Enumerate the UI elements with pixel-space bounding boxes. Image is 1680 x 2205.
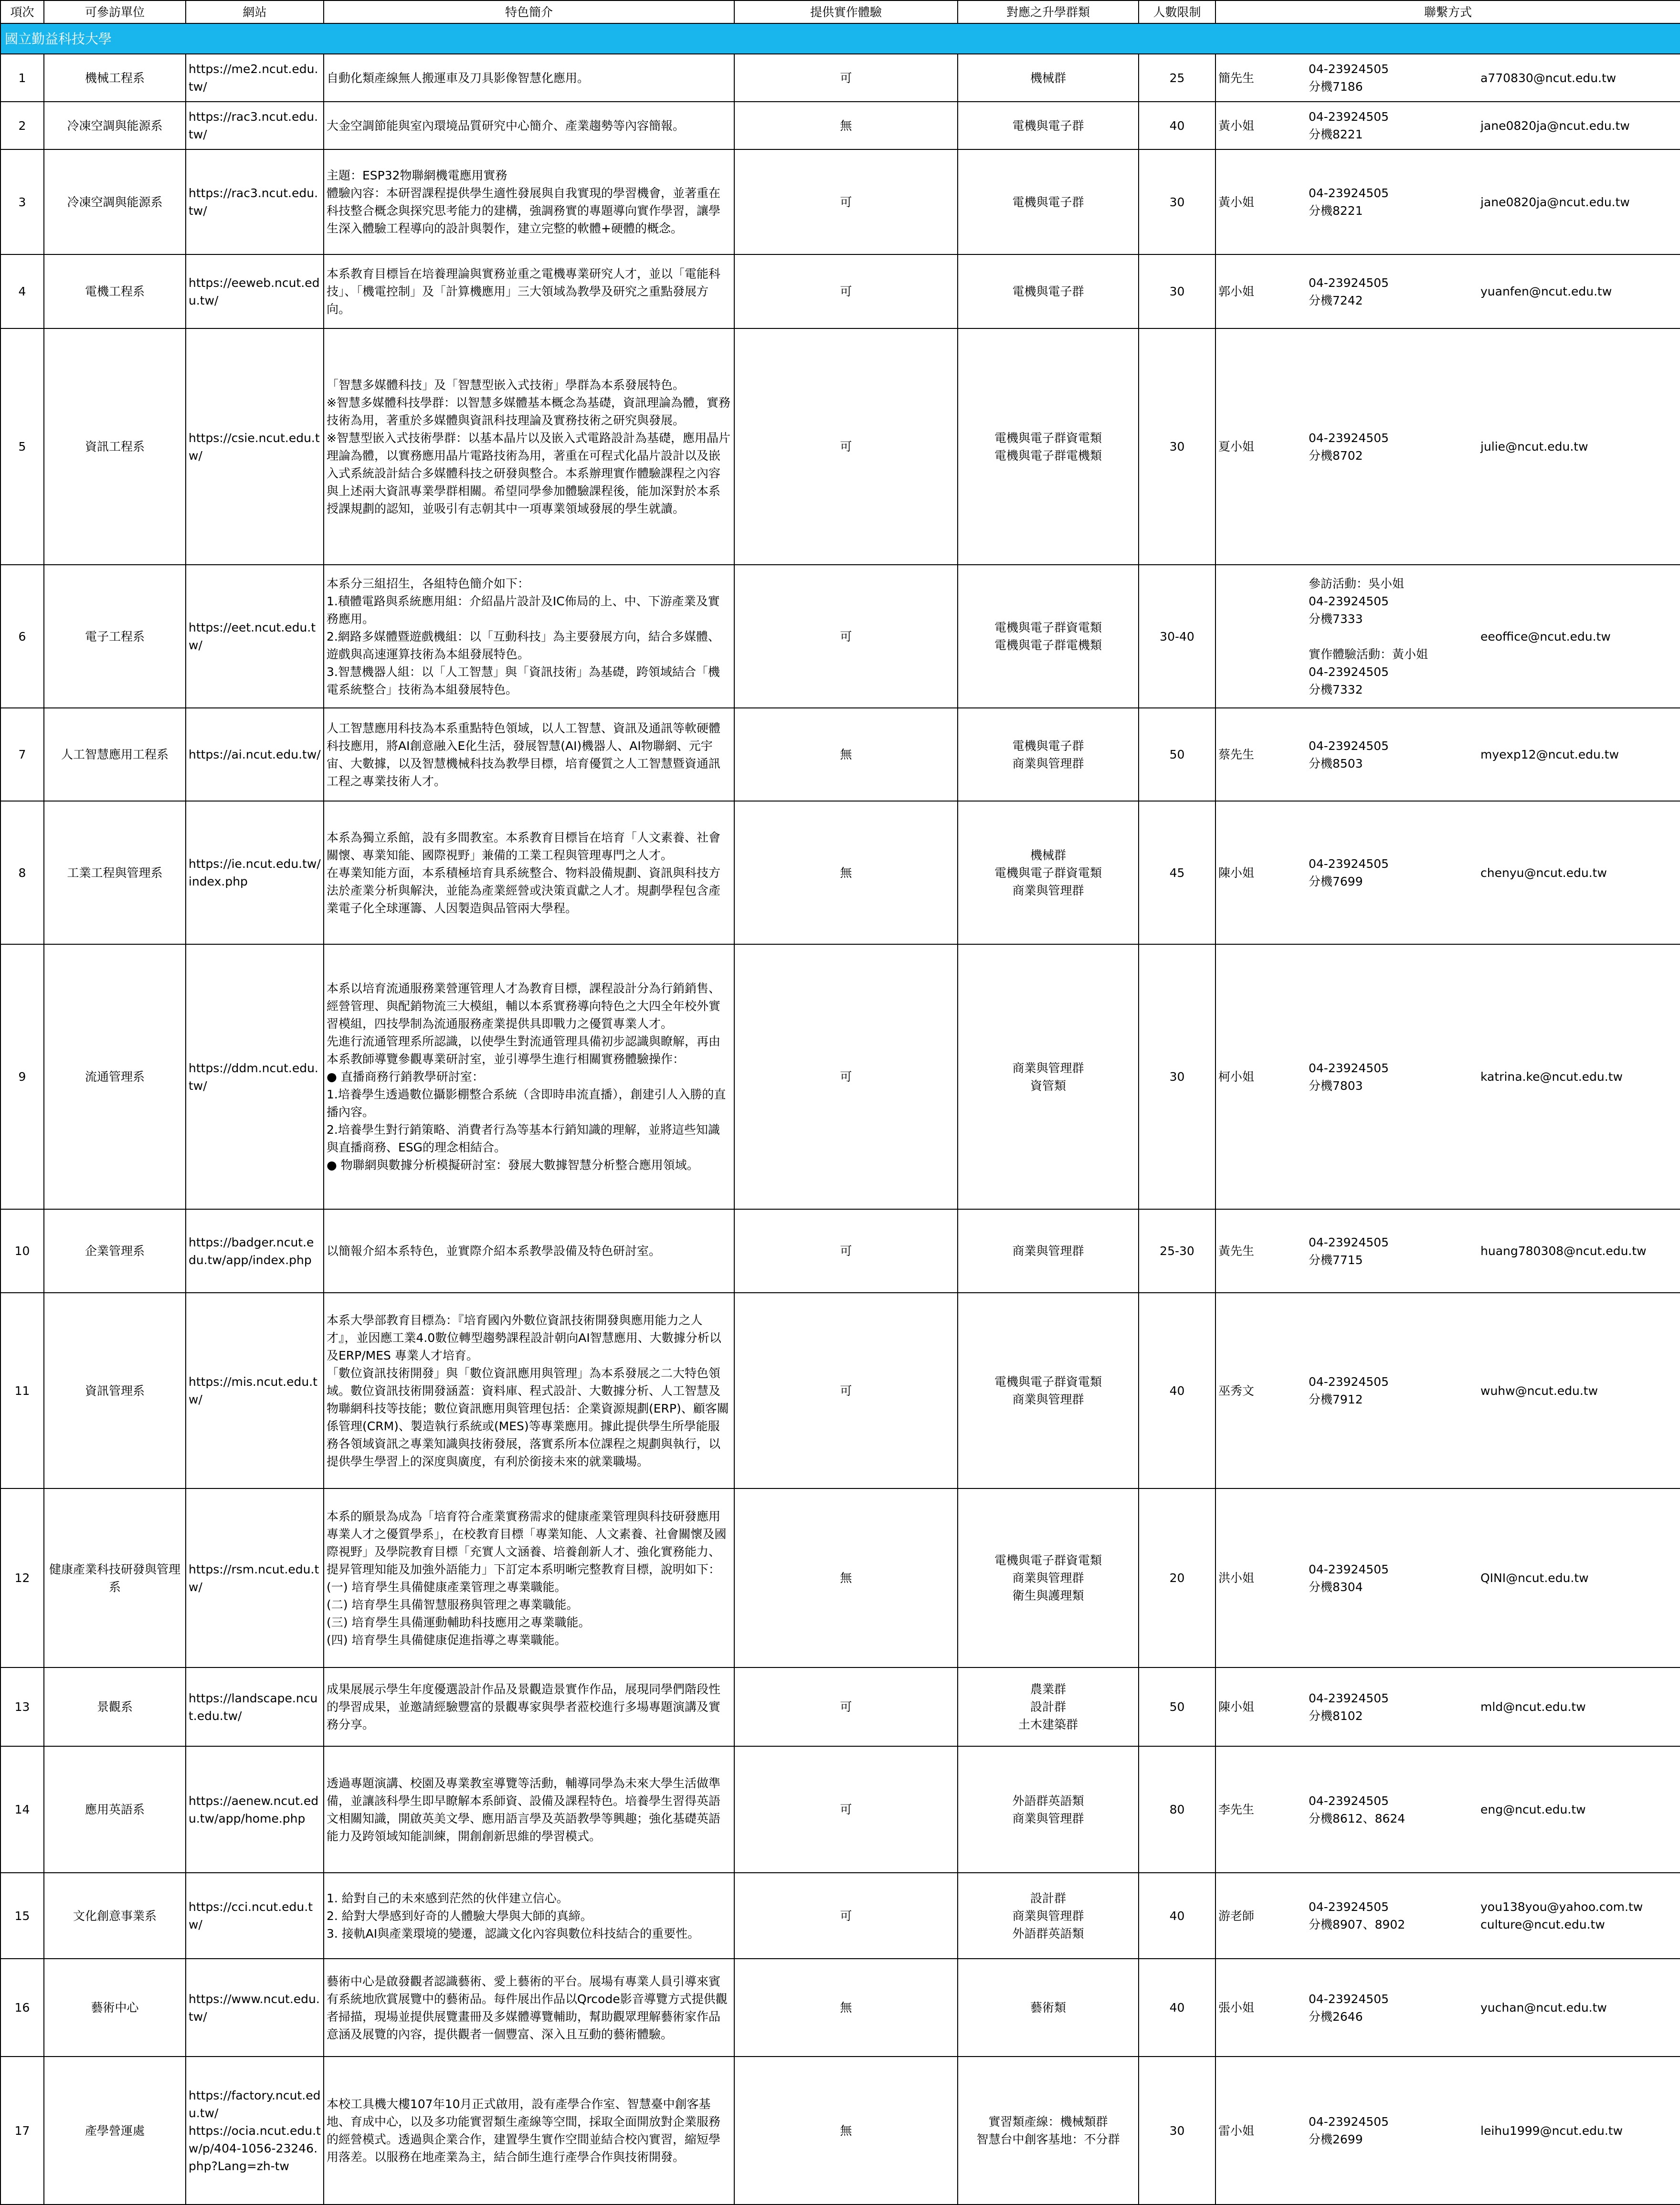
table-row <box>0 2057 1680 2205</box>
row-website[interactable]: https://www.ncut.edu.tw/ <box>186 1959 324 2057</box>
table-row <box>0 1959 1680 2057</box>
row-intro: 大金空調節能與室內環境品質研究中心簡介、產業趨勢等內容簡報。 <box>324 102 734 149</box>
row-intro: 1. 給對自己的未來感到茫然的伙伴建立信心。 2. 給對大學感到好奇的人體驗大學與大師的真締。 3. 接軌AI與產業環境的變遷，認識文化內容與數位科技結合的重要性。 <box>324 1873 734 1959</box>
row-intro: 以簡報介紹本系特色，並實際介紹本系教學設備及特色研討室。 <box>324 1209 734 1293</box>
row-practice: 無 <box>734 1959 958 2057</box>
row-contact-phone: 04-23924505 分機8221 <box>1306 102 1478 149</box>
row-website[interactable]: https://cci.ncut.edu.tw/ <box>186 1873 324 1959</box>
row-intro: 本系分三組招生，各組特色簡介如下： 1.積體電路與系統應用組：介紹晶片設計及IC佈局的上、中、下游產業及實務應用。 2.網路多媒體暨遊戲機組：以「互動科技」為主要發展方向，結合多媒體、遊戲與高速運算技術為本組發展特色。 3.智慧機器人組：以「人工智慧」與「資訊技術」為基礎，跨領域結合「機電系統整合」技術為本組發展特色。 <box>324 565 734 708</box>
row-groups: 電機與電子群資電類 電機與電子群電機類 <box>958 328 1139 565</box>
row-groups: 藝術類 <box>958 1959 1139 2057</box>
row-limit: 40 <box>1139 1959 1215 2057</box>
row-website[interactable]: https://csie.ncut.edu.tw/ <box>186 328 324 565</box>
row-website[interactable]: https://badger.ncut.edu.tw/app/index.php <box>186 1209 324 1293</box>
table-body <box>0 23 1680 2205</box>
row-website[interactable]: https://ie.ncut.edu.tw/index.php <box>186 801 324 944</box>
row-limit: 40 <box>1139 1293 1215 1488</box>
row-contact-name: 張小姐 <box>1215 1959 1306 2057</box>
row-contact-phone: 04-23924505 分機8612、8624 <box>1306 1746 1478 1873</box>
row-number: 9 <box>0 944 44 1209</box>
row-unit: 文化創意事業系 <box>44 1873 186 1959</box>
header-limit: 人數限制 <box>1139 0 1215 23</box>
row-contact-name: 洪小姐 <box>1215 1488 1306 1667</box>
row-unit: 資訊管理系 <box>44 1293 186 1488</box>
row-groups: 外語群英語類 商業與管理群 <box>958 1746 1139 1873</box>
row-intro: 透過專題演講、校園及專業教室導覽等活動，輔導同學為未來大學生活做準備，並讓該科學生即早瞭解本系師資、設備及課程特色。培養學生習得英語文相關知識，開啟英美文學、應用語言學及英語教學等興趣；強化基礎英語能力及跨領域知能訓練，開創創新思維的學習模式。 <box>324 1746 734 1873</box>
row-unit: 冷凍空調與能源系 <box>44 102 186 149</box>
row-contact-email[interactable]: katrina.ke@ncut.edu.tw <box>1478 944 1680 1209</box>
row-contact-name: 夏小姐 <box>1215 328 1306 565</box>
row-practice: 可 <box>734 1209 958 1293</box>
row-practice: 無 <box>734 2057 958 2205</box>
row-practice: 無 <box>734 102 958 149</box>
row-contact-phone: 04-23924505 分機8304 <box>1306 1488 1478 1667</box>
row-website[interactable]: https://eeweb.ncut.edu.tw/ <box>186 254 324 328</box>
row-number: 1 <box>0 54 44 102</box>
row-unit: 電機工程系 <box>44 254 186 328</box>
row-limit: 30-40 <box>1139 565 1215 708</box>
row-practice: 可 <box>734 254 958 328</box>
row-contact-phone: 04-23924505 分機7912 <box>1306 1293 1478 1488</box>
row-contact-name: 黃小姐 <box>1215 149 1306 254</box>
row-intro: 藝術中心是啟發觀者認識藝術、愛上藝術的平台。展場有專業人員引導來賓有系統地欣賞展覽中的藝術品。每件展出作品以Qrcode影音導覽方式提供觀者掃描，現場並提供展覽畫冊及多媒體導覽輔助，幫助觀眾理解藝術家作品意涵及展覽的內容，提供觀者一個豐富、深入且互動的藝術體驗。 <box>324 1959 734 2057</box>
row-contact-email[interactable]: yuchan@ncut.edu.tw <box>1478 1959 1680 2057</box>
row-practice: 無 <box>734 708 958 801</box>
header-row <box>0 0 1680 23</box>
row-unit: 工業工程與管理系 <box>44 801 186 944</box>
row-contact-name: 黃先生 <box>1215 1209 1306 1293</box>
row-limit: 80 <box>1139 1746 1215 1873</box>
row-intro: 自動化類產線無人搬運車及刀具影像智慧化應用。 <box>324 54 734 102</box>
row-groups: 電機與電子群 <box>958 254 1139 328</box>
row-unit: 企業管理系 <box>44 1209 186 1293</box>
table-row <box>0 708 1680 801</box>
school-row <box>0 23 1680 54</box>
row-contact-email[interactable]: leihu1999@ncut.edu.tw <box>1478 2057 1680 2205</box>
row-limit: 30 <box>1139 944 1215 1209</box>
row-contact-name: 蔡先生 <box>1215 708 1306 801</box>
row-contact-email[interactable]: mld@ncut.edu.tw <box>1478 1667 1680 1746</box>
row-contact-email[interactable]: you138you@yahoo.com.tw culture@ncut.edu.tw <box>1478 1873 1680 1959</box>
row-contact-email[interactable]: yuanfen@ncut.edu.tw <box>1478 254 1680 328</box>
row-limit: 50 <box>1139 708 1215 801</box>
row-groups: 商業與管理群 <box>958 1209 1139 1293</box>
row-contact-name: 柯小姐 <box>1215 944 1306 1209</box>
row-intro: 成果展展示學生年度優選設計作品及景觀造景實作作品，展現同學們階段性的學習成果，並邀請經驗豐富的景觀專家與學者蒞校進行多場專題演講及實務分享。 <box>324 1667 734 1746</box>
row-limit: 25 <box>1139 54 1215 102</box>
row-contact-phone: 參訪活動：吳小姐 04-23924505 分機7333 實作體驗活動：黃小姐 04-23924505 分機7332 <box>1306 565 1478 708</box>
header-intro: 特色簡介 <box>324 0 734 23</box>
table-row <box>0 1293 1680 1488</box>
row-limit: 30 <box>1139 149 1215 254</box>
row-number: 6 <box>0 565 44 708</box>
header-groups: 對應之升學群類 <box>958 0 1139 23</box>
header-contact: 聯繫方式 <box>1215 0 1680 23</box>
row-contact-name: 雷小姐 <box>1215 2057 1306 2205</box>
row-number: 17 <box>0 2057 44 2205</box>
row-unit: 景觀系 <box>44 1667 186 1746</box>
table-row <box>0 801 1680 944</box>
row-groups: 電機與電子群資電類 商業與管理群 <box>958 1293 1139 1488</box>
row-unit: 人工智慧應用工程系 <box>44 708 186 801</box>
row-contact-email[interactable]: jane0820ja@ncut.edu.tw <box>1478 102 1680 149</box>
row-website[interactable]: https://ai.ncut.edu.tw/ <box>186 708 324 801</box>
table-row <box>0 328 1680 565</box>
row-practice: 無 <box>734 801 958 944</box>
row-number: 11 <box>0 1293 44 1488</box>
row-unit: 冷凍空調與能源系 <box>44 149 186 254</box>
row-number: 8 <box>0 801 44 944</box>
table-row <box>0 565 1680 708</box>
row-number: 7 <box>0 708 44 801</box>
row-website[interactable]: https://factory.ncut.edu.tw/ https://ocia.ncut.edu.tw/p/404-1056-23246.php?Lang=zh-tw <box>186 2057 324 2205</box>
row-unit: 機械工程系 <box>44 54 186 102</box>
row-number: 12 <box>0 1488 44 1667</box>
row-limit: 50 <box>1139 1667 1215 1746</box>
row-contact-name: 陳小姐 <box>1215 1667 1306 1746</box>
row-groups: 電機與電子群 <box>958 149 1139 254</box>
row-groups: 實習類產線：機械類群 智慧台中創客基地：不分群 <box>958 2057 1139 2205</box>
row-contact-email[interactable]: eeoffice@ncut.edu.tw <box>1478 565 1680 708</box>
row-groups: 電機與電子群資電類 電機與電子群電機類 <box>958 565 1139 708</box>
school-name: 國立勤益科技大學 <box>0 23 1680 54</box>
row-contact-phone: 04-23924505 分機8221 <box>1306 149 1478 254</box>
row-contact-email[interactable]: huang780308@ncut.edu.tw <box>1478 1209 1680 1293</box>
row-contact-phone: 04-23924505 分機8702 <box>1306 328 1478 565</box>
row-intro: 本系的願景為成為「培育符合產業實務需求的健康產業管理與科技研發應用專業人才之優質學系」，在校教育目標「專業知能、人文素養、社會關懷及國際視野」及學院教育目標「充實人文涵養、培養創新人才、強化實務能力、提昇管理知能及加強外語能力」下訂定本系明晰完整教育目標，說明如下： (一) 培育學生具備健康產業管理之專業職能。 (二) 培育學生具備智慧服務與管理之專業職能。 (三) 培育學生具備運動輔助科技應用之專業職能。 (四) 培育學生具備健康促進指導之專業職能。 <box>324 1488 734 1667</box>
table-row <box>0 149 1680 254</box>
row-practice: 可 <box>734 54 958 102</box>
row-website[interactable]: https://mis.ncut.edu.tw/ <box>186 1293 324 1488</box>
row-contact-phone: 04-23924505 分機2699 <box>1306 2057 1478 2205</box>
row-limit: 30 <box>1139 328 1215 565</box>
row-contact-name: 巫秀文 <box>1215 1293 1306 1488</box>
row-unit: 資訊工程系 <box>44 328 186 565</box>
row-limit: 20 <box>1139 1488 1215 1667</box>
row-limit: 40 <box>1139 1873 1215 1959</box>
row-contact-phone: 04-23924505 分機7803 <box>1306 944 1478 1209</box>
row-groups: 機械群 <box>958 54 1139 102</box>
row-website[interactable]: https://me2.ncut.edu.tw/ <box>186 54 324 102</box>
row-contact-name: 李先生 <box>1215 1746 1306 1873</box>
row-website[interactable]: https://rac3.ncut.edu.tw/ <box>186 149 324 254</box>
header-no: 項次 <box>0 0 44 23</box>
table-row <box>0 1488 1680 1667</box>
row-contact-email[interactable]: eng@ncut.edu.tw <box>1478 1746 1680 1873</box>
row-practice: 無 <box>734 1488 958 1667</box>
row-limit: 45 <box>1139 801 1215 944</box>
row-number: 13 <box>0 1667 44 1746</box>
row-contact-phone: 04-23924505 分機8907、8902 <box>1306 1873 1478 1959</box>
row-limit: 30 <box>1139 2057 1215 2205</box>
row-number: 16 <box>0 1959 44 2057</box>
row-contact-phone: 04-23924505 分機7699 <box>1306 801 1478 944</box>
row-unit: 應用英語系 <box>44 1746 186 1873</box>
row-intro: 「智慧多媒體科技」及「智慧型嵌入式技術」學群為本系發展特色。 ※智慧多媒體科技學群：以智慧多媒體基本概念為基礎，資訊理論為體，實務技術為用，著重於多媒體與資訊科技理論及實務技術之研究與發展。 ※智慧型嵌入式技術學群：以基本晶片以及嵌入式電路設計為基礎，應用晶片理論為體，以實務應用晶片電路技術為用，著重在可程式化晶片設計以及嵌入式系統設計結合多媒體科技之研發與整合。本系辦理實作體驗課程之內容與上述兩大資訊專業學群相關。希望同學參加體驗課程後，能加深對於本系授課規劃的認知，並吸引有志朝其中一項專業領域發展的學生就讀。 <box>324 328 734 565</box>
row-contact-email[interactable]: chenyu@ncut.edu.tw <box>1478 801 1680 944</box>
row-intro: 本系為獨立系館，設有多間教室。本系教育目標旨在培育「人文素養、社會關懷、專業知能、國際視野」兼備的工業工程與管理專門之人才。 在專業知能方面，本系積極培育具系統整合、物料設備規劃、資訊與科技方法於產業分析與解決，並能為產業經營或決策貢獻之人才。規劃學程包含產業電子化全球運籌、人因製造與品管兩大學程。 <box>324 801 734 944</box>
row-website[interactable]: https://eet.ncut.edu.tw/ <box>186 565 324 708</box>
row-practice: 可 <box>734 565 958 708</box>
table-row <box>0 1209 1680 1293</box>
row-intro: 本系以培育流通服務業營運管理人才為教育目標，課程設計分為行銷銷售、經營管理、與配銷物流三大模組，輔以本系實務導向特色之大四全年校外實習模組，四技學制為流通服務產業提供具即戰力之優質專業人才。 先進行流通管理系所認識，以使學生對流通管理具備初步認識與瞭解，再由本系教師導覽參觀專業研討室，並引導學生進行相關實務體驗操作： ● 直播商務行銷教學研討室： 1.培養學生透過數位攝影棚整合系統（含即時串流直播），創建引人入勝的直播內容。 2.培養學生對行銷策略、消費者行為等基本行銷知識的理解，並將這些知識與直播商務、ESG的理念相結合。 ● 物聯網與數據分析模擬研討室：發展大數據智慧分析整合應用領域。 <box>324 944 734 1209</box>
row-number: 10 <box>0 1209 44 1293</box>
table-row <box>0 1746 1680 1873</box>
row-groups: 機械群 電機與電子群資電類 商業與管理群 <box>958 801 1139 944</box>
row-contact-email[interactable]: myexp12@ncut.edu.tw <box>1478 708 1680 801</box>
row-contact-phone: 04-23924505 分機8503 <box>1306 708 1478 801</box>
row-practice: 可 <box>734 328 958 565</box>
header-unit: 可參訪單位 <box>44 0 186 23</box>
row-contact-email[interactable]: QINI@ncut.edu.tw <box>1478 1488 1680 1667</box>
row-contact-phone: 04-23924505 分機7186 <box>1306 54 1478 102</box>
row-practice: 可 <box>734 149 958 254</box>
table-row <box>0 102 1680 149</box>
row-contact-name: 簡先生 <box>1215 54 1306 102</box>
header-practice: 提供實作體驗 <box>734 0 958 23</box>
row-limit: 40 <box>1139 102 1215 149</box>
row-contact-email[interactable]: wuhw@ncut.edu.tw <box>1478 1293 1680 1488</box>
table-row <box>0 254 1680 328</box>
row-practice: 可 <box>734 1746 958 1873</box>
row-unit: 健康產業科技研發與管理系 <box>44 1488 186 1667</box>
row-contact-phone: 04-23924505 分機2646 <box>1306 1959 1478 2057</box>
row-contact-phone: 04-23924505 分機7715 <box>1306 1209 1478 1293</box>
row-contact-email[interactable]: jane0820ja@ncut.edu.tw <box>1478 149 1680 254</box>
row-practice: 可 <box>734 1667 958 1746</box>
row-contact-name: 郭小姐 <box>1215 254 1306 328</box>
table-row <box>0 944 1680 1209</box>
row-unit: 藝術中心 <box>44 1959 186 2057</box>
row-contact-name <box>1215 565 1306 708</box>
row-website[interactable]: https://rsm.ncut.edu.tw/ <box>186 1488 324 1667</box>
row-intro: 人工智慧應用科技為本系重點特色領域，以人工智慧、資訊及通訊等軟硬體科技應用，將AI創意融入E化生活，發展智慧(AI)機器人、AI物聯網、元宇宙、大數據，以及智慧機械科技為教學目標，培育優質之人工智慧暨資通訊工程之專業技術人才。 <box>324 708 734 801</box>
row-contact-email[interactable]: julie@ncut.edu.tw <box>1478 328 1680 565</box>
row-unit: 產學營運處 <box>44 2057 186 2205</box>
row-website[interactable]: https://ddm.ncut.edu.tw/ <box>186 944 324 1209</box>
header-website: 網站 <box>186 0 324 23</box>
row-number: 5 <box>0 328 44 565</box>
row-intro: 本校工具機大樓107年10月正式啟用，設有產學合作室、智慧臺中創客基地、育成中心，以及多功能實習類生產線等空間，採取全面開放對企業服務的經營模式。透過與企業合作，建置學生實作空間並結合校內實習，縮短學用落差。以服務在地產業為主，結合師生進行產學合作與技術開發。 <box>324 2057 734 2205</box>
row-limit: 25-30 <box>1139 1209 1215 1293</box>
row-number: 14 <box>0 1746 44 1873</box>
row-groups: 電機與電子群 <box>958 102 1139 149</box>
row-contact-name: 黃小姐 <box>1215 102 1306 149</box>
row-practice: 可 <box>734 1873 958 1959</box>
row-contact-name: 游老師 <box>1215 1873 1306 1959</box>
row-website[interactable]: https://landscape.ncut.edu.tw/ <box>186 1667 324 1746</box>
row-groups: 農業群 設計群 土木建築群 <box>958 1667 1139 1746</box>
table-row <box>0 54 1680 102</box>
row-unit: 電子工程系 <box>44 565 186 708</box>
row-intro: 主題：ESP32物聯網機電應用實務 體驗內容：本研習課程提供學生適性發展與自我實現的學習機會，並著重在科技整合概念與探究思考能力的建構，強調務實的專題導向實作學習，讓學生深入體驗工程導向的設計與製作，建立完整的軟體+硬體的概念。 <box>324 149 734 254</box>
row-number: 3 <box>0 149 44 254</box>
row-groups: 電機與電子群 商業與管理群 <box>958 708 1139 801</box>
row-intro: 本系教育目標旨在培養理論與實務並重之電機專業研究人才，並以「電能科技」、「機電控制」及「計算機應用」三大領域為教學及研究之重點發展方向。 <box>324 254 734 328</box>
row-website[interactable]: https://rac3.ncut.edu.tw/ <box>186 102 324 149</box>
table-row <box>0 1873 1680 1959</box>
row-website[interactable]: https://aenew.ncut.edu.tw/app/home.php <box>186 1746 324 1873</box>
table-row <box>0 1667 1680 1746</box>
row-number: 4 <box>0 254 44 328</box>
row-contact-email[interactable]: a770830@ncut.edu.tw <box>1478 54 1680 102</box>
row-number: 2 <box>0 102 44 149</box>
row-contact-phone: 04-23924505 分機8102 <box>1306 1667 1478 1746</box>
row-practice: 可 <box>734 1293 958 1488</box>
row-groups: 商業與管理群 資管類 <box>958 944 1139 1209</box>
row-practice: 可 <box>734 944 958 1209</box>
row-number: 15 <box>0 1873 44 1959</box>
row-limit: 30 <box>1139 254 1215 328</box>
row-contact-phone: 04-23924505 分機7242 <box>1306 254 1478 328</box>
row-intro: 本系大學部教育目標為：『培育國內外數位資訊技術開發與應用能力之人才』，並因應工業4.0數位轉型趨勢課程設計朝向AI智慧應用、大數據分析以及ERP/MES 專業人才培育。 「數位資訊技術開發」與「數位資訊應用與管理」為本系發展之二大特色領域。數位資訊技術開發涵蓋：資料庫、程式設計、大數據分析、人工智慧及物聯網科技等技能；數位資訊應用與管理包括：企業資源規劃(ERP)、顧客關係管理(CRM)、製造執行系統或(MES)等專業應用。據此提供學生所學能服務各領域資訊之專業知識與技術發展，落實系所本位課程之規劃與執行，以提供學生學習上的深度與廣度，有利於銜接未來的就業職場。 <box>324 1293 734 1488</box>
row-unit: 流通管理系 <box>44 944 186 1209</box>
row-groups: 設計群 商業與管理群 外語群英語類 <box>958 1873 1139 1959</box>
row-contact-name: 陳小姐 <box>1215 801 1306 944</box>
row-groups: 電機與電子群資電類 商業與管理群 衛生與護理類 <box>958 1488 1139 1667</box>
